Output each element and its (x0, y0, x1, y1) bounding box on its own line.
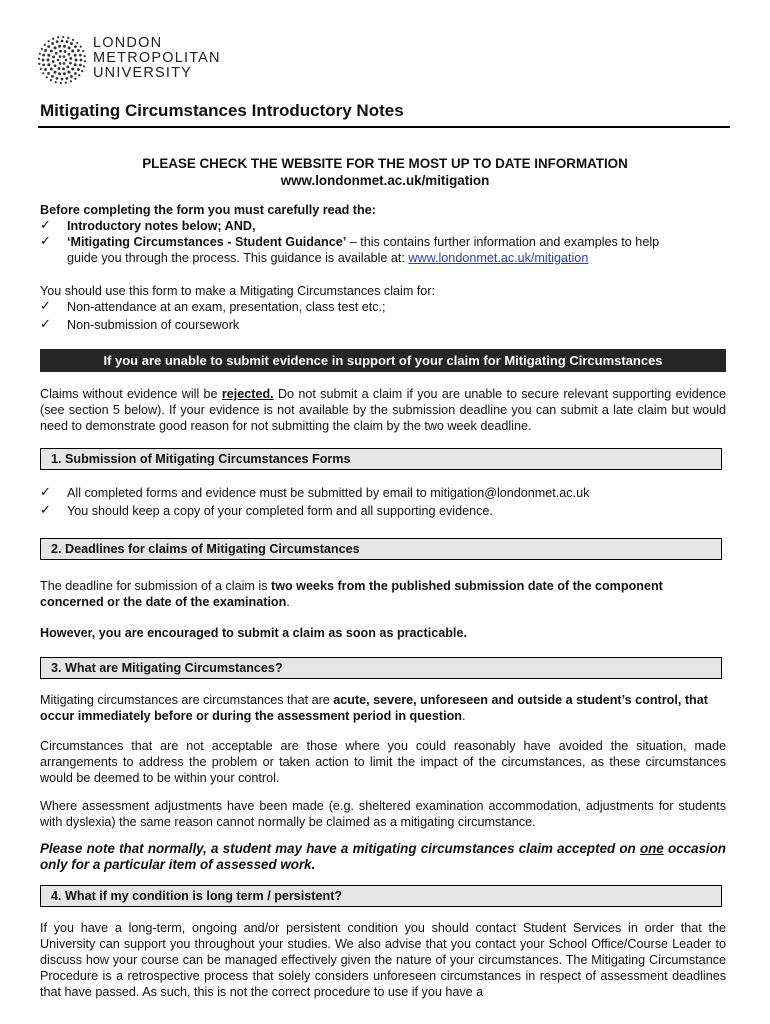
sec2-paragraph-1 (40, 578, 726, 610)
note-one: one (639, 841, 664, 856)
section-3-heading: 3. What are Mitigating Circumstances? (40, 657, 722, 679)
before-item-2 (67, 234, 727, 250)
sec2-period: . (286, 595, 290, 609)
university-logo-icon (38, 36, 86, 84)
before-heading: Before completing the form you must carefully read the: (40, 203, 376, 217)
university-logo-text (93, 36, 221, 81)
sec3-text: Mitigating circumstances are circumstances that are (40, 693, 334, 707)
use-form-heading: You should use this form to make a Mitigating Circumstances claim for: (40, 284, 436, 298)
evidence-paragraph (40, 386, 726, 434)
sec2-paragraph-2: However, you are encouraged to submit a claim as soon as practicable. (40, 626, 467, 640)
use-form-item-2: Non-submission of coursework (67, 318, 240, 332)
check-icon: ✓ (40, 503, 51, 518)
guidance-desc-2: guide you through the process. This guidance is available at: (67, 251, 409, 265)
sec4-paragraph-1: If you have a long-term, ongoing and/or persistent condition you should contact Student Services in order that the University can support you throughout your studies. We also advise that you contact your School Office/Course Leader to discuss how your course can be managed effectively given the nature of your circumstances. The Mitigating Circumstance Procedure is a retrospective process that solely considers unforeseen circumstances in respect of assessment deadlines that have passed. As such, this is not the correct procedure to use if you have a (40, 921, 726, 999)
notice-url[interactable]: www.londonmet.ac.uk/mitigation (280, 173, 490, 188)
website-notice (40, 155, 730, 189)
evidence-banner: If you are unable to submit evidence in support of your claim for Mitigating Circumstances (40, 349, 726, 372)
logo-line-2: METROPOLITAN (93, 50, 221, 66)
guidance-title: ‘Mitigating Circumstances - Student Guidance’ (67, 235, 347, 249)
page-title: Mitigating Circumstances Introductory Notes (40, 101, 404, 120)
sec1-item-2: You should keep a copy of your completed form and all supporting evidence. (67, 504, 493, 518)
sec1-item-1: All completed forms and evidence must be submitted by email to mitigation@londonmet.ac.uk (67, 486, 590, 500)
check-icon: ✓ (40, 218, 51, 233)
check-icon: ✓ (40, 299, 51, 314)
sec3-paragraph-3: Where assessment adjustments have been made (e.g. sheltered examination accommodation, adjustments for students with dyslexia) the same reason cannot normally be claimed as a mitigating circumstance. (40, 799, 726, 829)
before-item-2-cont (67, 250, 588, 266)
title-rule (38, 126, 730, 128)
sec3-note (40, 841, 726, 873)
logo-line-1: LONDON (93, 35, 163, 51)
guidance-link[interactable]: www.londonmet.ac.uk/mitigation (408, 251, 589, 265)
sec3-paragraph-1 (40, 692, 726, 724)
evidence-text-1: Claims without evidence will be (40, 387, 222, 401)
section-4-heading: 4. What if my condition is long term / persistent? (40, 885, 722, 907)
note-text-1: Please note that normally, a student may have a mitigating circumstances claim accepted on (40, 841, 640, 856)
check-icon: ✓ (40, 317, 51, 332)
rejected-text: rejected. (221, 387, 274, 401)
section-1-heading: 1. Submission of Mitigating Circumstances Forms (40, 448, 722, 470)
sec3-period: . (461, 709, 466, 723)
notice-heading: PLEASE CHECK THE WEBSITE FOR THE MOST UP TO DATE INFORMATION (142, 156, 628, 171)
note-text-2: occasion only for a particular item of assessed work. (40, 841, 726, 872)
section-2-heading: 2. Deadlines for claims of Mitigating Circumstances (40, 538, 722, 560)
sec3-paragraph-2: Circumstances that are not acceptable are those where you could reasonably have avoided the situation, made arrangements to address the problem or taken action to limit the impact of the circumstances, as these circumstances would be deemed to be within your control. (40, 739, 726, 785)
logo-line-3: UNIVERSITY (93, 65, 193, 81)
sec2-deadline: two weeks from the published submission date of the component concerned or the date of the examination (40, 579, 663, 609)
use-form-item-1: Non-attendance at an exam, presentation, class test etc.; (67, 300, 386, 314)
guidance-desc: – this contains further information and examples to help (346, 235, 660, 249)
check-icon: ✓ (40, 234, 51, 249)
before-item-1: Introductory notes below; AND, (67, 219, 256, 233)
sec2-text: The deadline for submission of a claim is (40, 579, 271, 593)
evidence-text-2: Do not submit a claim if you are unable to secure relevant supporting evidence (see section 5 below). If your evidence is not available by the submission deadline you can submit a late claim but would need to demonstrate good reason for not submitting the claim by the two week deadline. (40, 387, 727, 433)
check-icon: ✓ (40, 485, 51, 500)
sec3-definition: acute, severe, unforeseen and outside a student’s control, that occur immediately before or during the assessment period in question (40, 693, 708, 723)
